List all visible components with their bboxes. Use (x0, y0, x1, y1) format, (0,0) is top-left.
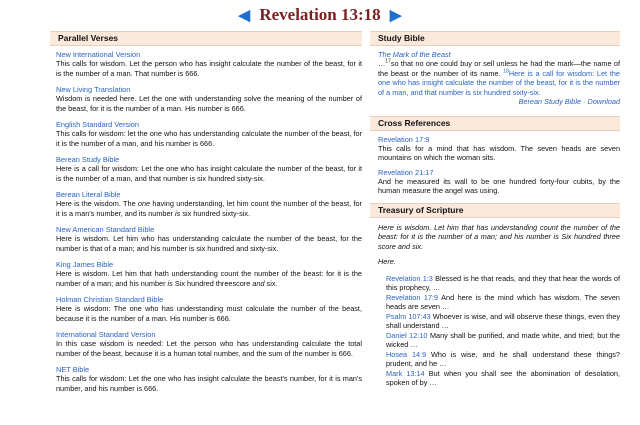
treasury-list (370, 274, 620, 388)
version-link[interactable]: English Standard Version (56, 120, 139, 129)
version-link[interactable]: International Standard Version (56, 330, 156, 339)
prev-verse-arrow-icon[interactable]: ◀ (238, 8, 251, 24)
xref-text: And he measured its wall to be one hundred forty-four cubits, by the human measure the angel was using. (378, 176, 620, 195)
parallel-verses-heading: Parallel Verses (50, 31, 362, 46)
treasury-item: Revelation 17:9 And here is the mind which has wisdom. The seven heads are seven … (386, 292, 620, 311)
cross-references-body (378, 135, 620, 196)
version-link[interactable]: Berean Study Bible (56, 155, 120, 164)
xref-link[interactable]: Revelation 21:17 (378, 167, 434, 177)
version-link[interactable]: Holman Christian Standard Bible (56, 295, 164, 304)
version-block (56, 190, 362, 218)
study-bible-body (378, 50, 620, 107)
treasury-ref-link[interactable]: Hosea 14:9 (386, 349, 427, 359)
version-link[interactable]: King James Bible (56, 260, 114, 269)
treasury-ref-link[interactable]: Daniel 12:10 (386, 330, 428, 340)
study-attribution: Berean Study Bible · Download (518, 97, 620, 106)
treasury-ref-link[interactable]: Mark 13:14 (386, 368, 425, 378)
treasury-keyword: Here. (378, 257, 396, 266)
treasury-item: Hosea 14:9 Who is wise, and he shall understand these things? prudent, and he … (386, 349, 620, 368)
treasury-ref-link[interactable]: Psalm 107:43 (386, 311, 431, 321)
treasury-item: Revelation 1:3 Blessed is he that reads, and they that hear the words of this prophecy, … (386, 273, 621, 292)
study-bible-heading: Study Bible (370, 31, 620, 46)
version-text: Here is the wisdom. The one having understanding, let him count the number of the beast, for it is a man's number, and its number is six hundred sixty-six. (56, 199, 362, 218)
top-bar (0, 0, 640, 30)
download-link[interactable]: Download (587, 97, 620, 106)
attribution-link[interactable]: Berean Study Bible (518, 97, 582, 106)
right-column (370, 31, 620, 388)
cross-references-heading: Cross References (370, 116, 620, 131)
version-block (56, 365, 362, 393)
study-section-title: The Mark of the Beast (378, 50, 451, 59)
version-text: This calls for wisdom. Let the person who has insight calculate the number of the beast, for it is the number of a man. That number is 666. (56, 59, 362, 78)
version-block (56, 120, 362, 148)
treasury-body (378, 223, 620, 267)
version-block (56, 85, 362, 113)
version-block (56, 225, 362, 253)
version-text: Here is a call for wisdom: Let the one who has insight calculate the number of the beast, for it is the number of a man, and that number is six hundred sixty-six. (56, 164, 362, 183)
version-text: This calls for wisdom: let the one who has understanding calculate the number of the beast, for it is the number of a man, and his number is 666. (56, 129, 362, 148)
version-text: Here is wisdom. Let him that hath understanding count the number of the beast: for it is the number of a man; and his number is Six hundred threescore and six. (56, 269, 362, 288)
treasury-item: Psalm 107:43 Whoever is wise, and will observe these things, even they shall understand … (386, 311, 620, 330)
parallel-verses-panel (50, 31, 362, 393)
xref-link[interactable]: Revelation 17:9 (378, 134, 430, 144)
page-title (0, 5, 640, 25)
next-verse-arrow-icon[interactable]: ▶ (389, 8, 402, 24)
version-block (56, 155, 362, 183)
treasury-heading: Treasury of Scripture (370, 203, 620, 218)
version-text: Here is wisdom: The one who has understanding must calculate the number of the beast, because it is the number of a man. His number is 666. (56, 304, 362, 323)
version-block (56, 260, 362, 288)
treasury-ref-link[interactable]: Revelation 17:9 (386, 292, 439, 302)
version-link[interactable]: New American Standard Bible (56, 225, 155, 234)
page-title-text: Revelation 13:18 (259, 5, 381, 24)
version-block (56, 295, 362, 323)
study-passage: …$^{17}$so that no one could buy or sell unless he had the mark—the name of the beast or the number of its name. $^{18}$Here is a call for wisdom: Let the one who has insight calculate the number of the beast, for it is the number of a man, and that number is six hundred sixty-six. (378, 58, 620, 97)
version-text: This calls for wisdom: Let the one who has insight calculate the beast's number, for it is man's number, and his number is 666. (56, 374, 362, 393)
version-block (56, 330, 362, 358)
xref-text: This calls for a mind that has wisdom. The seven heads are seven mountains on which the woman sits. (378, 143, 620, 162)
treasury-item: Daniel 12:10 Many shall be purified, and made white, and tried; but the wicked … (386, 330, 620, 349)
version-link[interactable]: Berean Literal Bible (56, 190, 121, 199)
treasury-ref-link[interactable]: Revelation 1:3 (386, 273, 433, 283)
version-text: Here is wisdom. Let him who has understanding calculate the number of the beast, for the number is that of a man; and his number is six hundred and sixty-six. (56, 234, 362, 253)
version-block (56, 50, 362, 78)
treasury-item: Mark 13:14 But when you shall see the abomination of desolation, spoken of by … (386, 368, 620, 387)
version-link[interactable]: New International Version (56, 50, 141, 59)
treasury-verse: Here is wisdom. Let him that has understanding count the number of the beast: for it is the number of a man; and his number is Six hundred three score and six. (378, 222, 620, 251)
version-text: Wisdom is needed here. Let the one with understanding solve the meaning of the number of the beast, for it is the number of a man. His number is 666. (56, 94, 362, 113)
version-link[interactable]: NET Bible (56, 365, 90, 374)
version-link[interactable]: New Living Translation (56, 85, 131, 94)
version-text: In this case wisdom is needed: Let the person who has understanding calculate the total number of the beast, because it is a human total number, and the sum of the number is 666. (56, 339, 362, 358)
